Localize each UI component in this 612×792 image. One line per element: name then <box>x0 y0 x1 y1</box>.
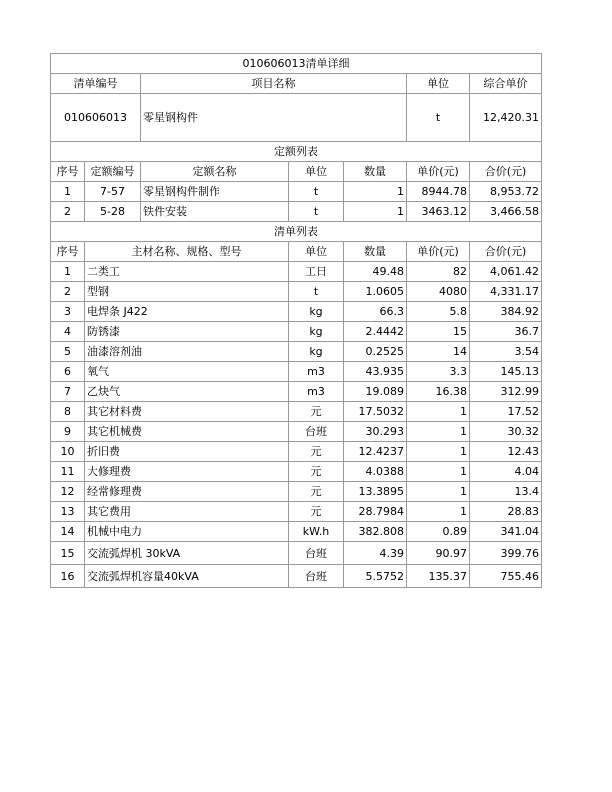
material-total: 312.99 <box>470 382 542 402</box>
material-name: 型钢 <box>85 282 289 302</box>
material-qty: 0.2525 <box>344 342 407 362</box>
bill-detail-table <box>50 53 542 588</box>
unit-header: 单位 <box>407 74 470 94</box>
quota-col-header: 单位 <box>289 162 344 182</box>
material-unit: t <box>289 282 344 302</box>
quota-col-header: 合价(元) <box>470 162 542 182</box>
material-price: 4080 <box>407 282 470 302</box>
material-price: 1 <box>407 462 470 482</box>
material-total: 341.04 <box>470 522 542 542</box>
material-total: 13.4 <box>470 482 542 502</box>
material-qty: 49.48 <box>344 262 407 282</box>
material-price: 14 <box>407 342 470 362</box>
material-unit: 台班 <box>289 542 344 565</box>
material-total: 4,061.42 <box>470 262 542 282</box>
material-row <box>51 362 542 382</box>
quota-unit: t <box>289 202 344 222</box>
material-unit: kg <box>289 342 344 362</box>
material-name: 经常修理费 <box>85 482 289 502</box>
material-row <box>51 442 542 462</box>
material-total: 17.52 <box>470 402 542 422</box>
material-name: 机械中电力 <box>85 522 289 542</box>
material-qty: 382.808 <box>344 522 407 542</box>
material-no: 7 <box>51 382 85 402</box>
material-row <box>51 542 542 565</box>
material-name: 大修理费 <box>85 462 289 482</box>
materials-col-header: 单位 <box>289 242 344 262</box>
material-no: 5 <box>51 342 85 362</box>
quota-total: 8,953.72 <box>470 182 542 202</box>
material-name: 电焊条 J422 <box>85 302 289 322</box>
material-unit: m3 <box>289 382 344 402</box>
bill-code: 010606013 <box>51 94 141 142</box>
material-name: 防锈漆 <box>85 322 289 342</box>
material-qty: 66.3 <box>344 302 407 322</box>
material-qty: 19.089 <box>344 382 407 402</box>
material-unit: m3 <box>289 362 344 382</box>
material-total: 4.04 <box>470 462 542 482</box>
material-no: 9 <box>51 422 85 442</box>
material-row <box>51 342 542 362</box>
material-no: 10 <box>51 442 85 462</box>
material-name: 交流弧焊机 30kVA <box>85 542 289 565</box>
materials-col-header: 合价(元) <box>470 242 542 262</box>
material-total: 399.76 <box>470 542 542 565</box>
quota-name: 铁件安装 <box>141 202 289 222</box>
material-row <box>51 302 542 322</box>
quota-col-header: 数量 <box>344 162 407 182</box>
material-qty: 17.5032 <box>344 402 407 422</box>
materials-col-header: 单价(元) <box>407 242 470 262</box>
quota-no: 1 <box>51 182 85 202</box>
material-name: 交流弧焊机容量40kVA <box>85 565 289 588</box>
material-qty: 4.39 <box>344 542 407 565</box>
material-no: 14 <box>51 522 85 542</box>
material-total: 28.83 <box>470 502 542 522</box>
material-name: 油漆溶剂油 <box>85 342 289 362</box>
quota-total: 3,466.58 <box>470 202 542 222</box>
material-row <box>51 462 542 482</box>
quota-col-header: 定额名称 <box>141 162 289 182</box>
material-qty: 43.935 <box>344 362 407 382</box>
material-name: 折旧费 <box>85 442 289 462</box>
material-name: 乙炔气 <box>85 382 289 402</box>
material-qty: 30.293 <box>344 422 407 442</box>
material-price: 1 <box>407 442 470 462</box>
material-no: 16 <box>51 565 85 588</box>
composite-price: 12,420.31 <box>470 94 542 142</box>
table-title: 010606013清单详细 <box>51 54 542 74</box>
material-unit: kW.h <box>289 522 344 542</box>
material-row <box>51 382 542 402</box>
material-price: 5.8 <box>407 302 470 322</box>
composite-price-header: 综合单价 <box>470 74 542 94</box>
material-unit: kg <box>289 322 344 342</box>
quota-qty: 1 <box>344 202 407 222</box>
materials-col-header: 数量 <box>344 242 407 262</box>
material-name: 其它机械费 <box>85 422 289 442</box>
material-unit: 台班 <box>289 565 344 588</box>
material-price: 15 <box>407 322 470 342</box>
material-qty: 4.0388 <box>344 462 407 482</box>
material-unit: 台班 <box>289 422 344 442</box>
material-unit: 工日 <box>289 262 344 282</box>
material-unit: 元 <box>289 502 344 522</box>
material-total: 12.43 <box>470 442 542 462</box>
material-no: 12 <box>51 482 85 502</box>
materials-col-header: 序号 <box>51 242 85 262</box>
material-no: 4 <box>51 322 85 342</box>
material-total: 4,331.17 <box>470 282 542 302</box>
material-price: 3.3 <box>407 362 470 382</box>
material-name: 氧气 <box>85 362 289 382</box>
material-no: 1 <box>51 262 85 282</box>
materials-col-header: 主材名称、规格、型号 <box>85 242 289 262</box>
quota-col-header: 序号 <box>51 162 85 182</box>
material-row <box>51 482 542 502</box>
material-no: 2 <box>51 282 85 302</box>
item-unit: t <box>407 94 470 142</box>
material-no: 11 <box>51 462 85 482</box>
material-unit: 元 <box>289 442 344 462</box>
quota-name: 零星钢构件制作 <box>141 182 289 202</box>
material-row <box>51 402 542 422</box>
material-row <box>51 565 542 588</box>
material-unit: kg <box>289 302 344 322</box>
material-price: 1 <box>407 422 470 442</box>
material-price: 90.97 <box>407 542 470 565</box>
quota-price: 8944.78 <box>407 182 470 202</box>
material-qty: 13.3895 <box>344 482 407 502</box>
material-price: 0.89 <box>407 522 470 542</box>
material-no: 8 <box>51 402 85 422</box>
quota-code: 5-28 <box>85 202 141 222</box>
material-qty: 28.7984 <box>344 502 407 522</box>
material-row <box>51 522 542 542</box>
bill-code-header: 清单编号 <box>51 74 141 94</box>
quota-no: 2 <box>51 202 85 222</box>
quota-price: 3463.12 <box>407 202 470 222</box>
material-name: 其它材料费 <box>85 402 289 422</box>
material-row <box>51 262 542 282</box>
material-name: 二类工 <box>85 262 289 282</box>
quota-col-header: 单价(元) <box>407 162 470 182</box>
material-price: 82 <box>407 262 470 282</box>
material-row <box>51 282 542 302</box>
material-unit: 元 <box>289 482 344 502</box>
item-name: 零星钢构件 <box>141 94 407 142</box>
material-total: 3.54 <box>470 342 542 362</box>
material-price: 1 <box>407 482 470 502</box>
material-total: 384.92 <box>470 302 542 322</box>
material-unit: 元 <box>289 462 344 482</box>
quota-unit: t <box>289 182 344 202</box>
material-row <box>51 322 542 342</box>
material-unit: 元 <box>289 402 344 422</box>
material-no: 13 <box>51 502 85 522</box>
quota-row <box>51 202 542 222</box>
material-name: 其它费用 <box>85 502 289 522</box>
quota-section-title: 定额列表 <box>51 142 542 162</box>
material-price: 135.37 <box>407 565 470 588</box>
materials-section-title: 清单列表 <box>51 222 542 242</box>
material-total: 30.32 <box>470 422 542 442</box>
material-price: 16.38 <box>407 382 470 402</box>
quota-row <box>51 182 542 202</box>
material-total: 36.7 <box>470 322 542 342</box>
material-no: 6 <box>51 362 85 382</box>
quota-col-header: 定额编号 <box>85 162 141 182</box>
quota-code: 7-57 <box>85 182 141 202</box>
material-qty: 1.0605 <box>344 282 407 302</box>
material-no: 3 <box>51 302 85 322</box>
material-qty: 5.5752 <box>344 565 407 588</box>
material-row <box>51 422 542 442</box>
material-total: 145.13 <box>470 362 542 382</box>
material-qty: 12.4237 <box>344 442 407 462</box>
material-total: 755.46 <box>470 565 542 588</box>
material-price: 1 <box>407 502 470 522</box>
quota-qty: 1 <box>344 182 407 202</box>
material-row <box>51 502 542 522</box>
material-qty: 2.4442 <box>344 322 407 342</box>
item-name-header: 项目名称 <box>141 74 407 94</box>
material-price: 1 <box>407 402 470 422</box>
material-no: 15 <box>51 542 85 565</box>
